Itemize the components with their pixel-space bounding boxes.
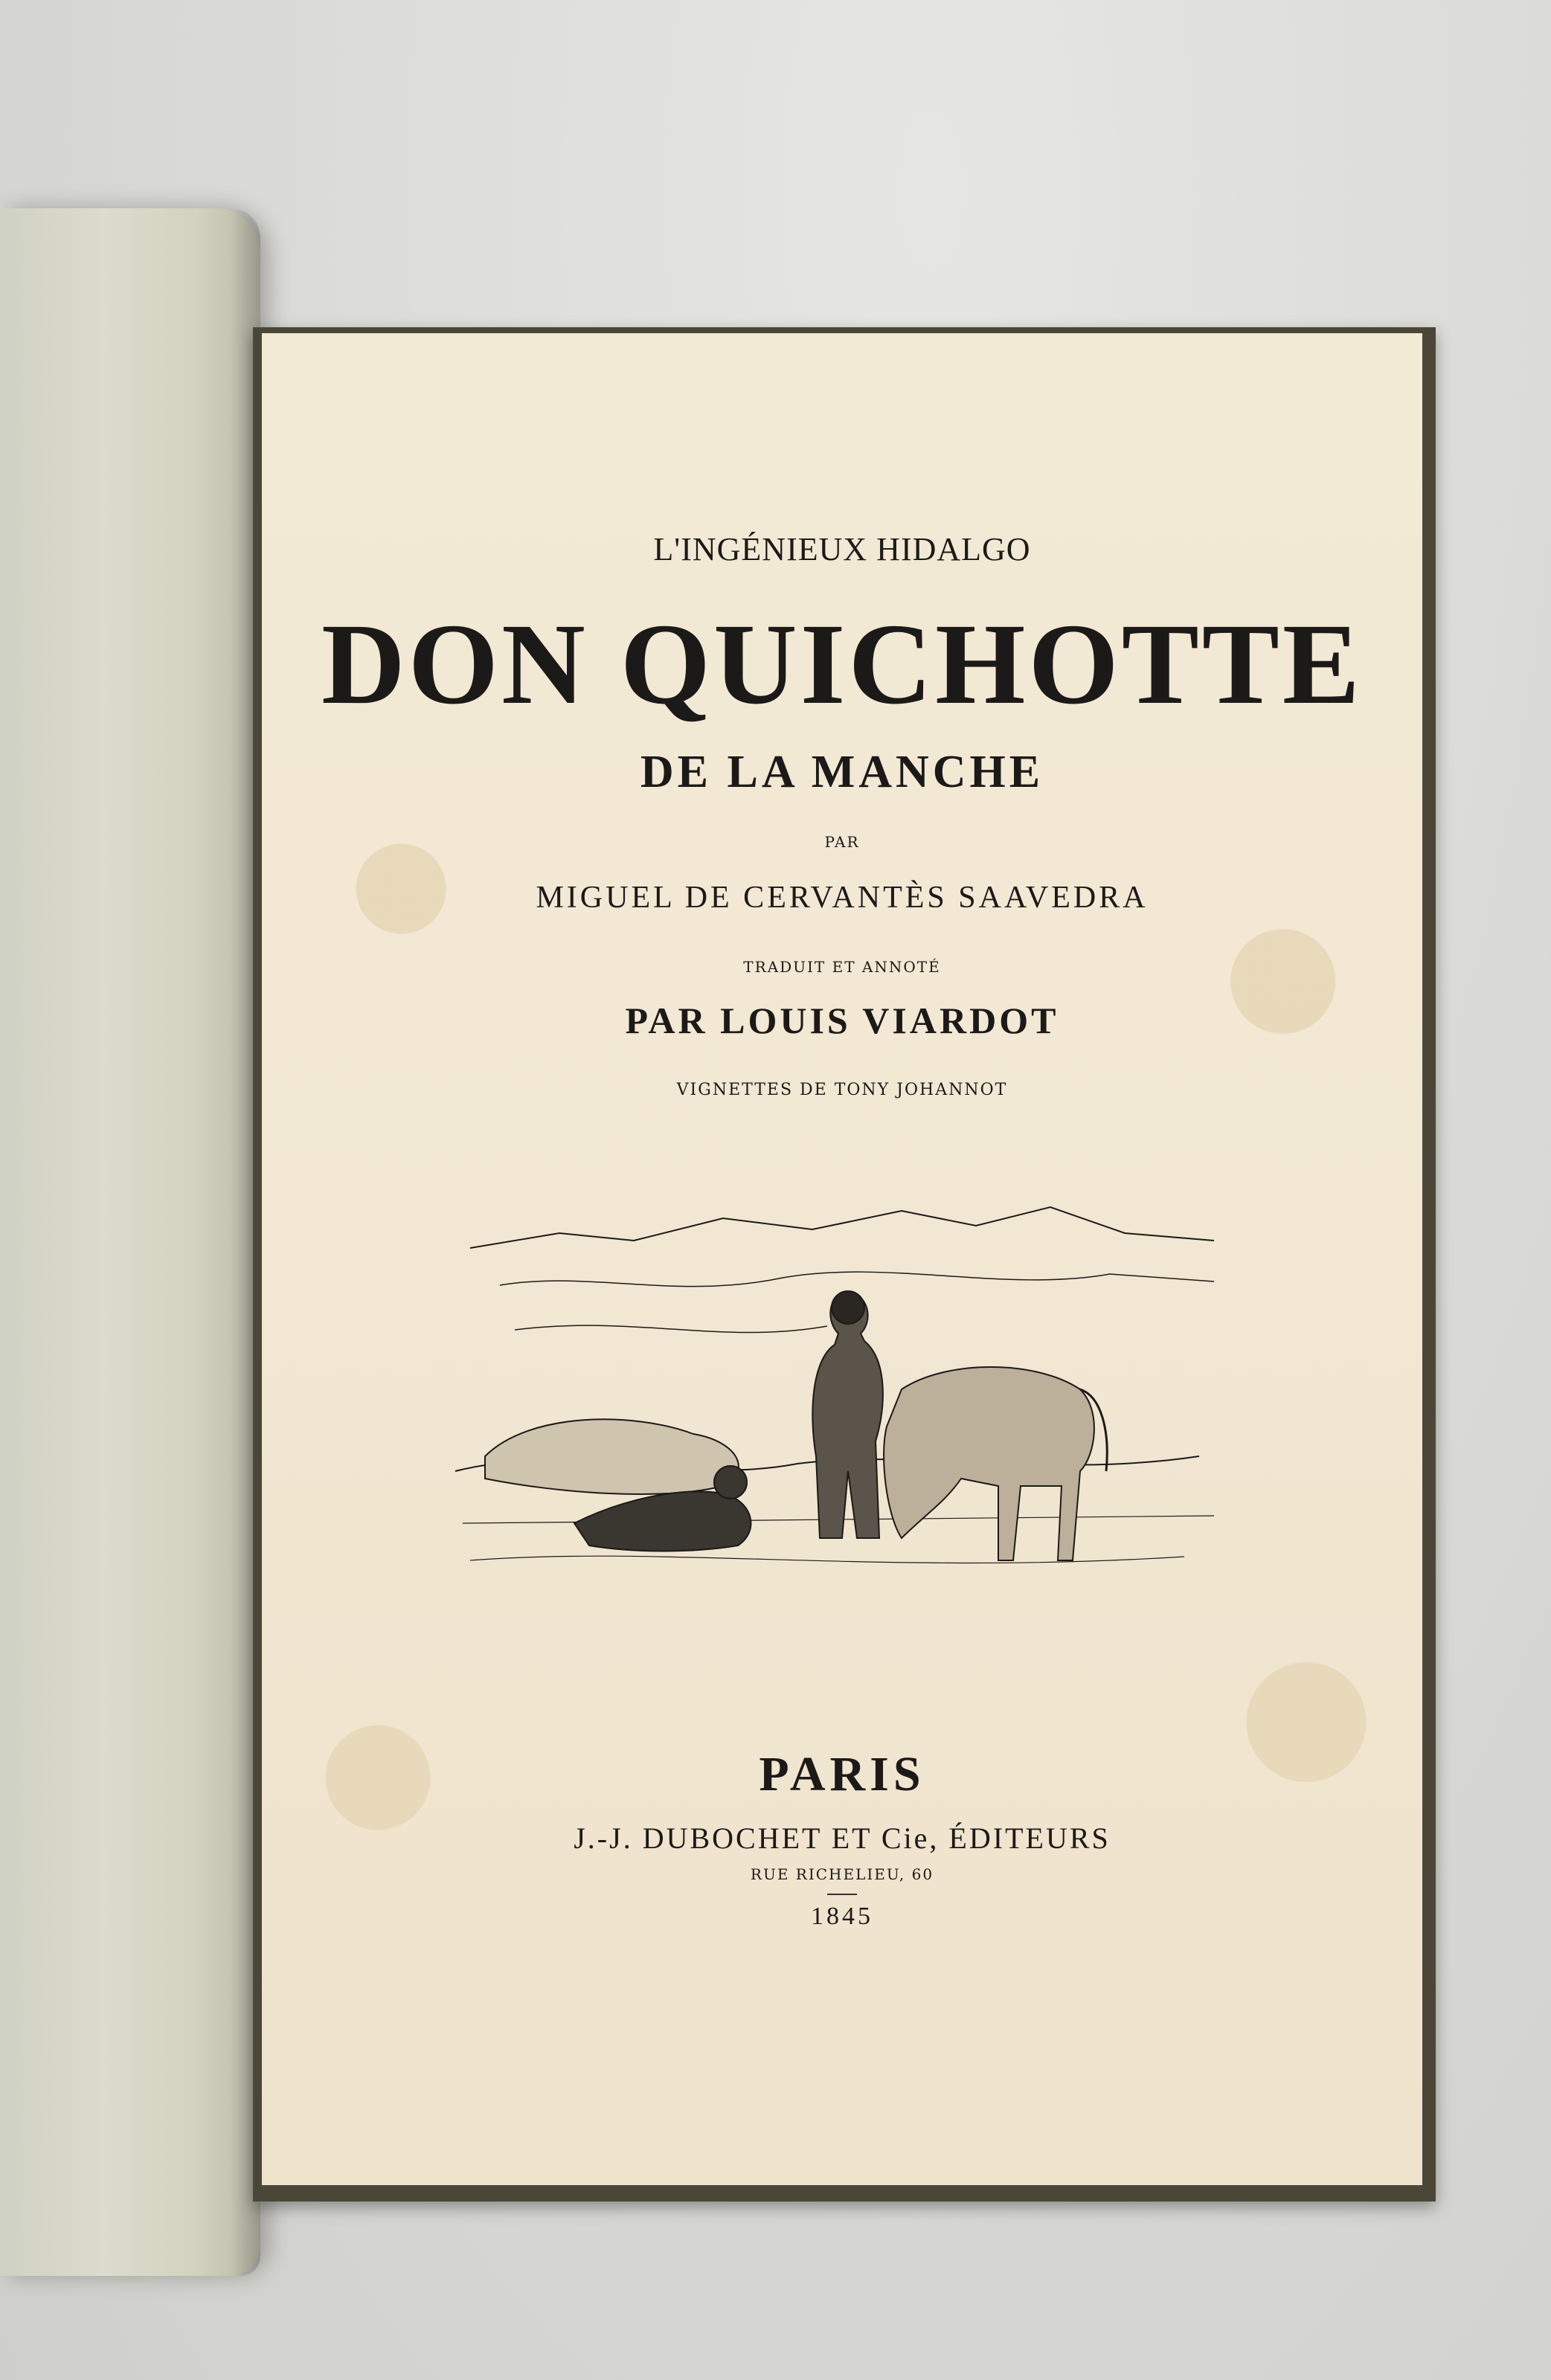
translator: PAR LOUIS VIARDOT	[625, 1000, 1059, 1041]
divider-rule	[827, 1894, 857, 1895]
subtitle: L'INGÉNIEUX HIDALGO	[653, 531, 1031, 567]
publication-city: PARIS	[759, 1747, 925, 1801]
publisher: J.-J. DUBOCHET ET Cie, ÉDITEURS	[574, 1821, 1111, 1855]
left-curled-page	[0, 208, 260, 2276]
publisher-address: RUE RICHELIEU, 60	[750, 1865, 934, 1883]
author: MIGUEL DE CERVANTÈS SAAVEDRA	[536, 881, 1149, 915]
title-page	[262, 333, 1422, 2185]
publication-year: 1845	[811, 1903, 873, 1930]
engraving-vignette-icon	[440, 1189, 1244, 1605]
illustrator: VIGNETTES DE TONY JOHANNOT	[676, 1081, 1008, 1099]
by-label: PAR	[824, 833, 860, 851]
book-title-line2: DE LA MANCHE	[640, 747, 1044, 797]
translated-note: TRADUIT ET ANNOTÉ	[743, 958, 941, 976]
book-title: DON QUICHOTTE	[321, 599, 1363, 728]
